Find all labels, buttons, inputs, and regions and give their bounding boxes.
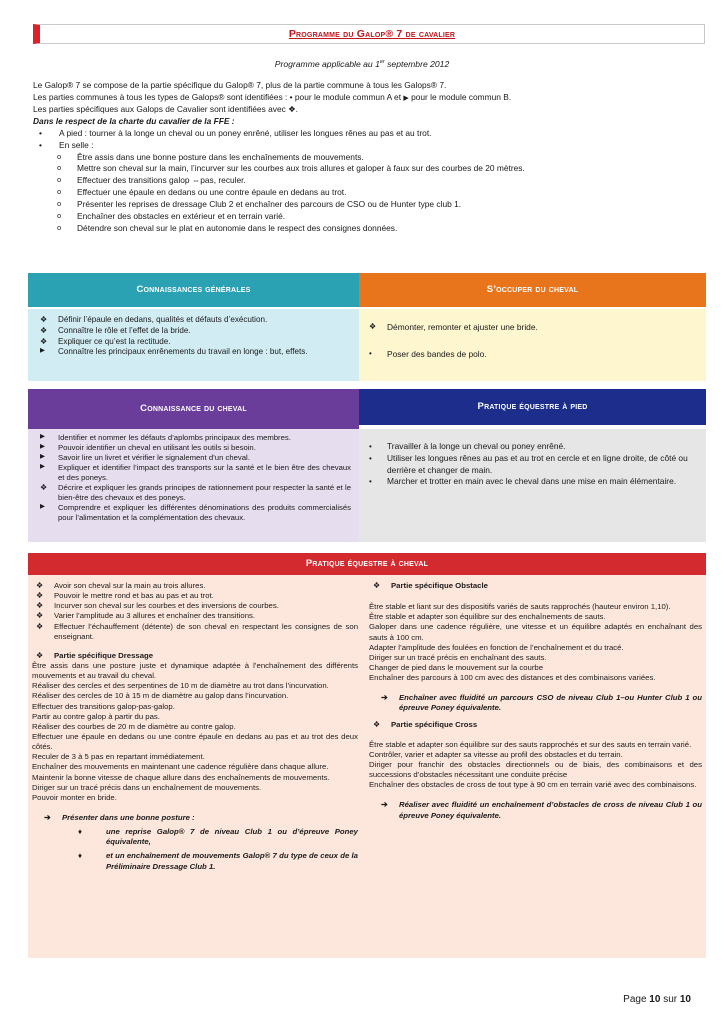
list-item — [33, 211, 705, 223]
list-item — [33, 140, 705, 152]
page-number: 10 — [649, 994, 661, 1005]
circle-icon: o — [57, 151, 62, 161]
cross-line: Contrôler, varier et adapter sa vitesse au profil des obstacles et du terrain. — [369, 749, 623, 759]
bullet-icon: • — [39, 139, 42, 150]
list-item — [32, 827, 358, 847]
list-item — [365, 349, 698, 360]
list-item — [36, 433, 351, 443]
list-item-text: Poser des bandes de polo. — [387, 349, 487, 360]
list-item — [33, 223, 705, 235]
section-title: Pratique équestre à pied — [477, 400, 588, 412]
intro-list — [33, 128, 705, 235]
small-diamond-icon: ♦ — [78, 851, 82, 861]
intro-line-2a: Les parties communes à tous les types de Galops® sont identifiées : — [33, 91, 290, 102]
list-item-text: Savoir lire un livret et vérifier le signalement d’un cheval. — [58, 453, 250, 462]
dressage-line: Effectuer une épaule en dedans ou une contre épaule en dedans au pas et au trot des deux côtés. — [32, 731, 358, 752]
intro-line-2 — [33, 92, 705, 104]
list-item-text: Travailler à la longe un cheval ou poney enrêné. — [387, 441, 566, 451]
section-header-occuper — [359, 273, 706, 307]
dressage-line: Réaliser des cercles et des serpentines de 10 m de diamètre au trot dans l’incurvation. — [32, 681, 329, 691]
list-item — [33, 199, 705, 211]
list-item — [32, 622, 358, 642]
section-title: Pratique équestre à cheval — [305, 557, 429, 569]
dressage-line: Réaliser des courbes de 20 m de diamètre au contre galop. — [32, 721, 236, 731]
dressage-lines — [32, 661, 358, 803]
list-item-text: Présenter les reprises de dressage Club 2 et enchaîner des parcours de CSO ou de Hunter type club 1. — [77, 199, 462, 210]
circle-icon: o — [57, 175, 62, 185]
list-item-text: Être assis dans une bonne posture dans les enchaînements de mouvements. — [77, 151, 364, 162]
applicable-suffix: septembre 2012 — [384, 59, 450, 69]
diamond-icon: ❖ — [373, 719, 381, 729]
list-item-text: Mettre son cheval sur la main, l’incurver sur les courbes aux trois allures et galoper à faux sur des courbes de 20 mètres. — [77, 163, 525, 174]
list-item-text: Avoir son cheval sur la main au trois allures. — [54, 581, 206, 590]
section-body-generales — [28, 309, 359, 381]
diamond-icon: ❖ — [369, 322, 377, 331]
list-item — [36, 347, 351, 358]
list-item-text: Expliquer et identifier l’impact des transports sur la santé et le bien être des chevaux et des poneys. — [58, 463, 351, 482]
cheval-common-list — [32, 581, 358, 642]
triangle-icon: ▶ — [40, 443, 45, 450]
list-item-text: En selle : — [59, 139, 94, 150]
section-body-pied — [359, 429, 706, 542]
list-item-text: A pied : tourner à la longe un cheval ou un poney enrêné, utiliser les longues rênes au pas et au trot. — [59, 127, 432, 138]
section-header-pied — [359, 389, 706, 425]
circle-icon: o — [57, 187, 62, 197]
section-header-cheval — [28, 553, 706, 575]
obstacle-lines — [369, 602, 702, 683]
obstacle-line: Enchaîner des parcours à 100 cm avec des distances et des combinaisons variées. — [369, 673, 656, 683]
dressage-title: Partie spécifique Dressage — [54, 650, 154, 660]
list-item — [36, 453, 351, 463]
intro-line-1: Le Galop® 7 se compose de la partie spécifique du Galop® 7, plus de la partie commune à tous les Galops® 7. — [33, 80, 447, 90]
cross-line: Diriger pour franchir des obstacles directionnels ou de biais, des combinaisons et des successions d’obstacles nécessitant une conduite précise — [369, 759, 702, 780]
cross-line: Enchaîner des obstacles de cross de tout type à 90 cm en terrain varié avec des combinaisons. — [369, 780, 697, 790]
title-bar — [33, 24, 705, 44]
list-item-text: Pouvoir le mettre rond et bas au pas et au trot. — [54, 591, 214, 601]
list-item-text: Effectuer des transitions galop ⇔pas, reculer. — [77, 175, 246, 186]
list-item — [365, 453, 696, 477]
obstacle-line: Changer de pied dans le mouvement sur la courbe — [369, 662, 544, 672]
list-item-text: Effectuer une épaule en dedans ou une contre épaule en dedans au trot. — [77, 187, 347, 198]
applicable-sup: er — [379, 59, 385, 66]
dressage-line: Reculer de 3 à 5 pas en repartant immédiatement. — [32, 752, 205, 762]
list-item — [36, 463, 351, 483]
list-item-text: Démonter, remonter et ajuster une bride. — [387, 322, 538, 332]
list-item-text: Décrire et expliquer les grands principes de rationnement pour respecter la santé et le bien-être des chevaux et des poneys. — [58, 483, 351, 502]
circle-icon: o — [57, 199, 62, 209]
list-item — [33, 152, 705, 164]
list-item — [33, 163, 705, 175]
list-item-text: Marcher et trotter en main avec le cheval dans une mise en main élémentaire. — [387, 476, 677, 487]
circle-icon: o — [57, 223, 62, 233]
section-title: Connaissance du cheval — [140, 402, 247, 414]
footer-prefix: Page — [623, 994, 650, 1005]
diamond-icon: ❖ — [40, 315, 48, 324]
dressage-result — [32, 813, 358, 823]
dressage-line: Effectuer des transitions galop-pas-galop. — [32, 701, 175, 711]
triangle-icon: ▶ — [40, 463, 45, 470]
circle-icon: o — [57, 163, 62, 173]
diamond-icon: ❖ — [40, 325, 48, 335]
list-item-text: Définir l’épaule en dedans, qualités et défauts d’exécution. — [58, 315, 268, 324]
triangle-icon: ▶ — [40, 503, 45, 510]
diamond-icon: ❖ — [36, 591, 44, 601]
dressage-heading — [32, 651, 358, 661]
list-item-text: Détendre son cheval sur le plat en autonomie dans le respect des consignes données. — [77, 223, 398, 234]
arrow-icon: ➔ — [381, 693, 388, 703]
bullet-icon: • — [39, 127, 42, 138]
list-item — [36, 503, 351, 523]
dressage-result-text: Présenter dans une bonne posture : — [62, 812, 195, 822]
list-item — [32, 851, 358, 871]
dressage-line: Réaliser des cercles de 10 à 15 m de diamètre au galop dans l’incurvation. — [32, 691, 289, 701]
pied-list — [365, 441, 696, 488]
list-item — [365, 476, 696, 488]
arrow-icon: ➔ — [381, 800, 388, 810]
list-item — [32, 581, 358, 591]
obstacle-result — [369, 693, 702, 713]
list-item-text: Connaître le rôle et l’effet de la bride. — [58, 325, 191, 335]
section-title: Connaissances générales — [136, 283, 251, 295]
bullet-marker: • — [289, 91, 293, 102]
diamond-icon: ❖ — [40, 336, 48, 346]
bullet-icon: • — [369, 442, 372, 451]
obstacle-result-text: Enchaîner avec fluidité un parcours CSO de niveau Club 1–ou Hunter Club 1 ou épreuve Poney équivalente. — [399, 693, 702, 713]
list-item-text: Effectuer l’échauffement (détente) de son cheval en respectant les consignes de son enseignant. — [54, 621, 358, 641]
list-item — [36, 443, 351, 453]
dressage-line: Pouvoir monter en bride. — [32, 792, 117, 802]
bullet-icon: • — [369, 349, 372, 359]
list-item — [36, 326, 351, 337]
occuper-list — [365, 322, 698, 360]
list-item — [33, 187, 705, 199]
cross-heading — [369, 720, 702, 730]
triangle-icon: ▶ — [40, 453, 45, 460]
intro-line-2b: pour le module commun A et — [292, 91, 404, 102]
obstacle-line: Adapter l’amplitude des foulées en fonction de l’enchaînement et du tracé. — [369, 642, 624, 652]
diamond-icon: ❖ — [40, 483, 48, 492]
list-item-text: Expliquer ce qu’est la rectitude. — [58, 336, 171, 346]
list-item — [32, 651, 358, 661]
intro-line-3: Les parties spécifiques aux Galops de Cavalier sont identifiées avec ❖. — [33, 103, 298, 114]
applicable-prefix: Programme applicable au 1 — [274, 59, 380, 69]
obstacle-heading — [369, 581, 702, 591]
list-item — [369, 581, 702, 591]
diamond-icon: ❖ — [36, 650, 44, 660]
page-title: Programme du Galop® 7 de cavalier — [288, 28, 456, 40]
list-item-text: Pouvoir identifier un cheval en utilisant les outils si besoin. — [58, 443, 256, 452]
list-item-text: Connaître les principaux enrênements du travail en longe : but, effets. — [58, 347, 308, 357]
dressage-line: Diriger sur un tracé précis dans un enchaînement de mouvements. — [32, 782, 262, 792]
triangle-icon: ▶ — [40, 433, 45, 440]
obstacle-line: Galoper dans une cadence régulière, une vitesse et un équilibre adaptés en enchaînant des sauts à 100 cm. — [369, 622, 702, 642]
page-total: 10 — [679, 994, 691, 1005]
dressage-sub-list — [32, 827, 358, 872]
section-header-connaissance-cheval — [28, 389, 359, 429]
cross-result — [369, 800, 702, 820]
dressage-line: Partir au contre galop à partir du pas. — [32, 711, 160, 721]
obstacle-line: Diriger sur un tracé précis en enchaînant des sauts. — [369, 652, 547, 662]
dressage-line: Être assis dans une posture juste et dynamique adaptée à l’enchaînement des différents mouvements et au travail du cheval. — [32, 660, 358, 681]
cross-line: Être stable et adapter son équilibre sur des sauts rapprochés et sur des sauts en terrain varié. — [369, 739, 692, 749]
section-body-connaissance-cheval — [28, 429, 359, 542]
list-item-text: Varier l’amplitude au 3 allures et enchaîner des transitions. — [54, 611, 256, 621]
diamond-icon: ❖ — [36, 611, 44, 621]
diamond-icon: ❖ — [36, 601, 44, 611]
list-item-text: une reprise Galop® 7 de niveau Club 1 ou d’épreuve Poney équivalente, — [106, 827, 358, 847]
diamond-icon: ❖ — [373, 581, 381, 590]
arrow-icon: ➔ — [44, 812, 51, 822]
list-item-text: et un enchaînement de mouvements Galop® 7 du type de ceux de la Préliminaire Dressage Club 1. — [106, 851, 358, 871]
intro — [33, 80, 705, 235]
list-item — [33, 175, 705, 187]
list-item — [365, 441, 696, 453]
connaissance-cheval-list — [36, 433, 351, 523]
list-item — [36, 315, 351, 326]
intro-charte: Dans le respect de la charte du cavalier de la FFE : — [33, 115, 235, 126]
cross-title: Partie spécifique Cross — [391, 719, 478, 729]
list-item — [32, 591, 358, 601]
footer-middle: sur — [660, 994, 680, 1005]
list-item — [32, 601, 358, 611]
list-item-text: Incurver son cheval sur les courbes et des inversions de courbes. — [54, 601, 279, 611]
cheval-right-column — [369, 581, 702, 821]
triangle-marker: ▶ — [403, 94, 409, 102]
obstacle-title: Partie spécifique Obstacle — [391, 581, 488, 590]
list-item — [36, 483, 351, 503]
section-header-generales — [28, 273, 359, 307]
diamond-icon: ❖ — [36, 621, 44, 631]
list-item-text: Comprendre et expliquer les différentes dénominations des produits commercialisés pour l’alimentation et la complémentation des chevaux. — [58, 503, 351, 522]
small-diamond-icon: ♦ — [78, 827, 82, 837]
list-item — [369, 720, 702, 730]
cross-result-text: Réaliser avec fluidité un enchaînement d’obstacles de cross de niveau Club 1 ou épreuve Poney équivalente. — [399, 800, 702, 820]
obstacle-line: Être stable et adapter son équilibre sur des enchaînements de sauts. — [369, 612, 606, 622]
circle-icon: o — [57, 211, 62, 221]
intro-line-2c: pour le module commun B. — [408, 91, 512, 102]
section-title: S’occuper du cheval — [486, 283, 579, 295]
list-item — [33, 128, 705, 140]
list-item — [365, 322, 698, 333]
page-footer — [623, 993, 691, 1006]
triangle-icon: ▶ — [40, 347, 45, 355]
bullet-icon: • — [369, 477, 372, 487]
cross-lines — [369, 740, 702, 791]
obstacle-line: Être stable et liant sur des dispositifs variés de sauts rapprochés (hauteur environ 1,10). — [369, 602, 671, 612]
diamond-icon: ❖ — [36, 581, 44, 590]
dressage-line: Maintenir la bonne vitesse de chaque allure dans des enchaînements de mouvements. — [32, 772, 330, 782]
list-item-text: Enchaîner des obstacles en extérieur et en terrain varié. — [77, 211, 286, 222]
section-body-occuper — [359, 309, 706, 381]
list-item-text: Identifier et nommer les défauts d’aplombs principaux des membres. — [58, 433, 291, 442]
list-item-text: Utiliser les longues rênes au pas et au trot en cercle et en ligne droite, de côté ou derrière et changer de main. — [387, 452, 688, 475]
list-item — [32, 611, 358, 621]
list-item — [36, 337, 351, 348]
applicable-date — [0, 59, 724, 70]
cheval-left-column — [32, 581, 358, 872]
generales-list — [36, 315, 351, 358]
dressage-line: Enchaîner des mouvements en maintenant une cadence régulière dans chaque allure. — [32, 762, 329, 772]
bullet-icon: • — [369, 453, 372, 463]
